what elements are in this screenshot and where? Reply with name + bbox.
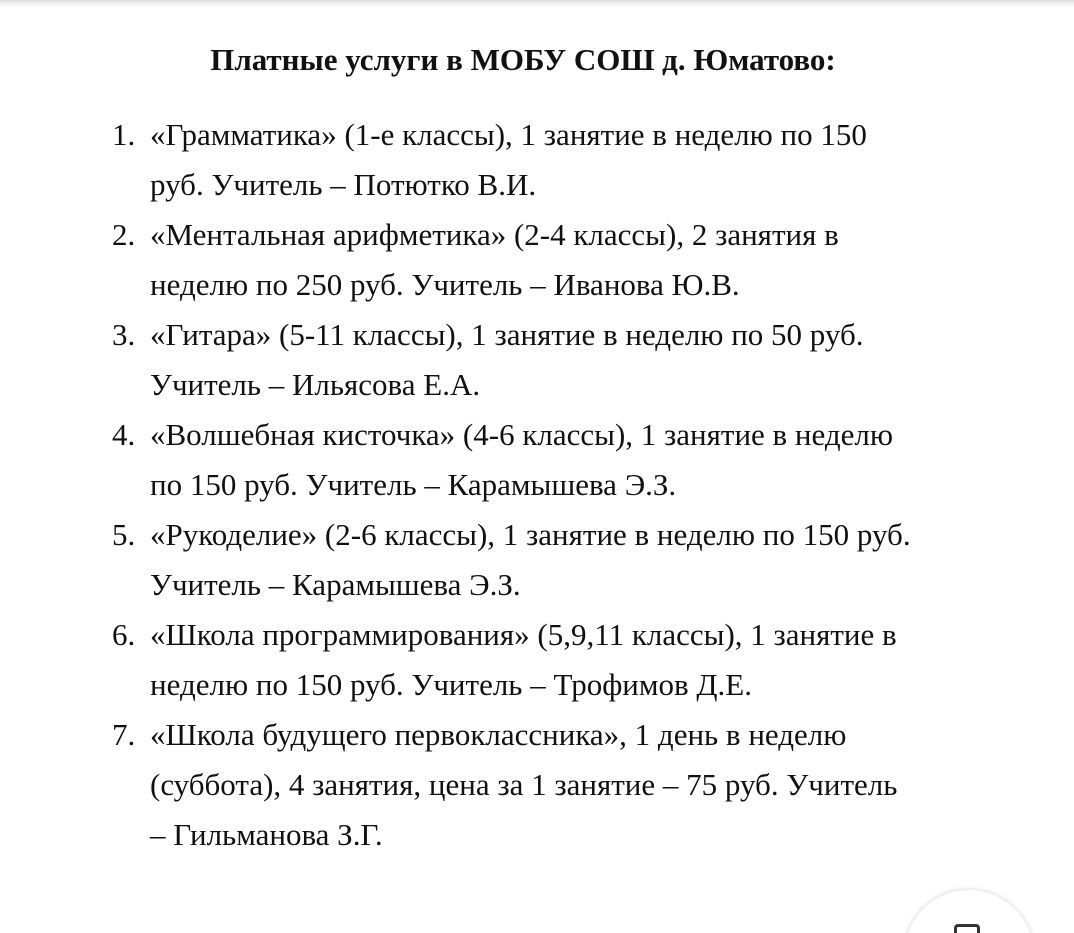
service-item-6	[112, 610, 1012, 710]
service-line: «Гитара» (5-11 классы), 1 занятие в неделю по 50 руб.	[150, 317, 864, 352]
service-item-5	[112, 510, 1012, 610]
service-line: неделю по 150 руб. Учитель – Трофимов Д.Е.	[150, 667, 752, 702]
top-bar-shadow	[0, 0, 1074, 8]
service-line: (суббота), 4 занятия, цена за 1 занятие – 75 руб. Учитель	[150, 767, 898, 802]
service-item-7	[112, 710, 1012, 860]
service-line: «Ментальная арифметика» (2-4 классы), 2 занятия в	[150, 217, 839, 252]
service-line: неделю по 250 руб. Учитель – Иванова Ю.В.	[150, 267, 740, 302]
document-title: Платные услуги в МОБУ СОШ д. Юматово:	[210, 42, 836, 77]
service-line: «Грамматика» (1-е классы), 1 занятие в неделю по 150	[150, 117, 867, 152]
service-line: Учитель – Карамышева Э.З.	[150, 567, 521, 602]
service-line: по 150 руб. Учитель – Карамышева Э.З.	[150, 467, 677, 502]
service-line: «Школа будущего первоклассника», 1 день в неделю	[150, 717, 847, 752]
service-line: Учитель – Ильясова Е.А.	[150, 367, 481, 402]
service-item-2	[112, 210, 1012, 310]
service-line: «Рукоделие» (2-6 классы), 1 занятие в неделю по 150 руб.	[150, 517, 911, 552]
service-item-3	[112, 310, 1012, 410]
service-item-1	[112, 110, 1012, 210]
service-line: руб. Учитель – Потютко В.И.	[150, 167, 537, 202]
service-number: 6.	[112, 617, 136, 652]
service-line: «Школа программирования» (5,9,11 классы), 1 занятие в	[150, 617, 897, 652]
service-item-4	[112, 410, 1012, 510]
service-number: 4.	[112, 417, 136, 452]
service-number: 3.	[112, 317, 136, 352]
service-line: «Волшебная кисточка» (4-6 классы), 1 занятие в неделю	[150, 417, 894, 452]
services-list	[112, 110, 1012, 860]
floating-action-button[interactable]	[904, 890, 1034, 933]
service-number: 5.	[112, 517, 136, 552]
square-icon	[954, 924, 980, 933]
service-number: 1.	[112, 117, 136, 152]
service-number: 2.	[112, 217, 136, 252]
service-line: – Гильманова З.Г.	[150, 817, 383, 852]
service-number: 7.	[112, 717, 136, 752]
